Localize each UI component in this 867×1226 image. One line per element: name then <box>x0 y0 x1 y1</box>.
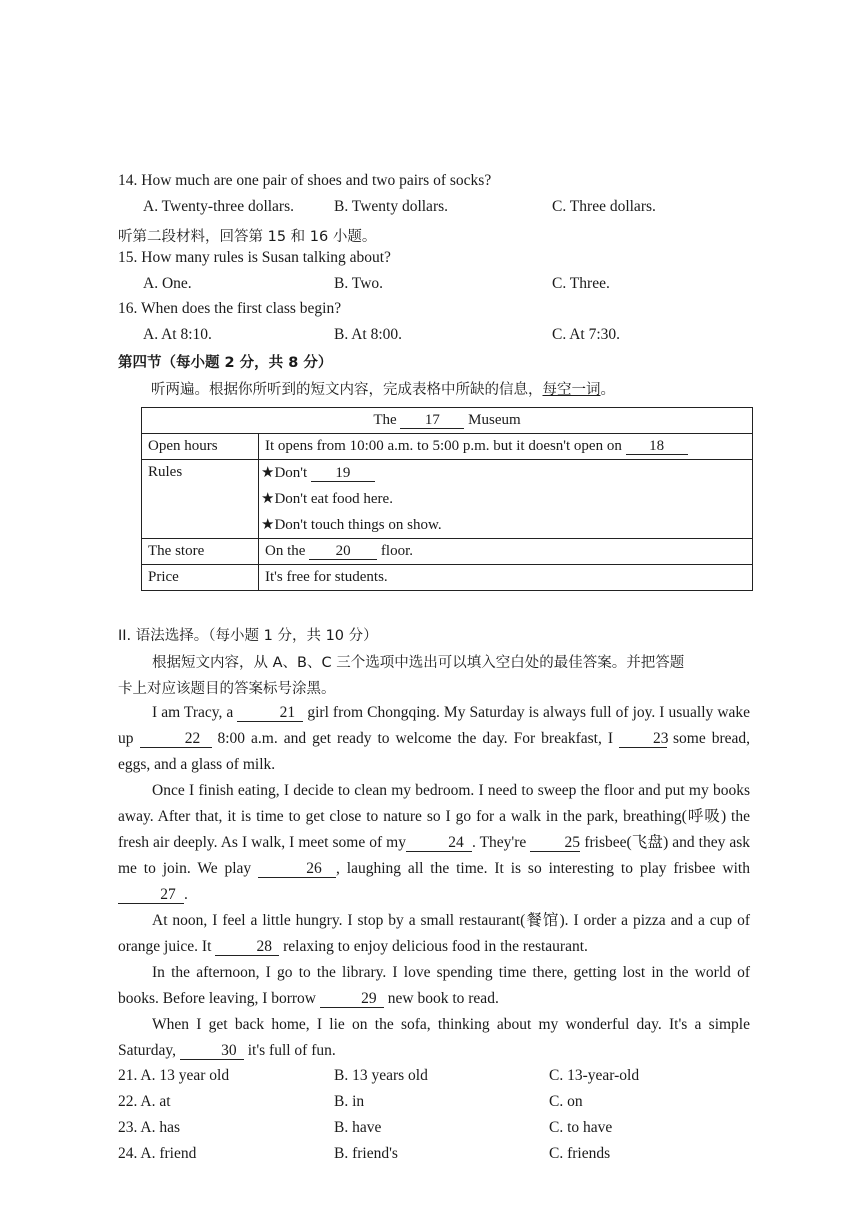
section-4-instruction <box>151 378 615 399</box>
passage-paragraph-1: I am Tracy, a 21 girl from Chongqing. My Saturday is always full of joy. I usually wake up 22 8:00 a.m. and get ready to welcome the day. For breakfast, I 23 some bread, eggs, and a glass of milk. <box>118 704 751 773</box>
table-row-open-hours <box>142 434 753 460</box>
store-label: The store <box>142 539 259 565</box>
price-label: Price <box>142 565 259 591</box>
header-pre: The <box>373 412 397 428</box>
blank-22[interactable]: 22 <box>140 731 212 748</box>
instruction-end: 。 <box>600 382 615 398</box>
store-pre: On the <box>265 543 306 559</box>
store-post: floor. <box>380 543 414 559</box>
rule-1 <box>261 460 746 486</box>
q15-option-c: C. Three. <box>552 275 610 292</box>
museum-info-table <box>141 407 753 591</box>
blank-21[interactable]: 21 <box>237 705 303 722</box>
rules-cell <box>259 460 753 539</box>
table-row-price <box>142 565 753 591</box>
q23-option-a: 23. A. has <box>118 1119 180 1136</box>
open-hours-cell <box>259 434 753 460</box>
open-hours-label: Open hours <box>142 434 259 460</box>
table-row-rules <box>142 460 753 539</box>
rule-1-text: ★Don't <box>261 465 308 481</box>
q24-option-c: C. friends <box>549 1145 611 1162</box>
q16-option-c: C. At 7:30. <box>552 326 621 343</box>
rules-label: Rules <box>142 460 259 539</box>
store-cell <box>259 539 753 565</box>
q22-option-a: 22. A. at <box>118 1093 171 1110</box>
q21-option-b: B. 13 years old <box>334 1067 428 1084</box>
question-16: 16. When does the first class begin? <box>118 300 342 317</box>
q16-option-a: A. At 8:10. <box>143 326 212 343</box>
question-15: 15. How many rules is Susan talking about? <box>118 249 391 266</box>
question-14: 14. How much are one pair of shoes and two pairs of socks? <box>118 172 492 189</box>
blank-27[interactable]: 27 <box>118 887 184 904</box>
price-text: It's free for students. <box>259 565 753 591</box>
blank-19[interactable]: 19 <box>311 465 375 482</box>
q22-option-c: C. on <box>549 1093 583 1110</box>
blank-20[interactable]: 20 <box>309 543 377 560</box>
instruction-text: 听两遍。根据你所听到的短文内容，完成表格中所缺的信息， <box>151 382 543 398</box>
q14-option-b: B. Twenty dollars. <box>334 198 449 215</box>
q23-option-b: B. have <box>334 1119 382 1136</box>
passage-paragraph-3: At noon, I feel a little hungry. I stop by a small restaurant(餐馆). I order a pizza and a cup of orange juice. It 28 relaxing to enjoy delicious food in the restaurant. <box>118 912 750 955</box>
q24-option-b: B. friend's <box>334 1145 398 1162</box>
instruction-emphasis: 每空一词 <box>542 382 601 398</box>
blank-29[interactable]: 29 <box>320 991 384 1008</box>
rule-2: ★Don't eat food here. <box>261 491 393 507</box>
q16-option-b: B. At 8:00. <box>334 326 403 343</box>
table-row-store <box>142 539 753 565</box>
blank-24[interactable]: 24 <box>406 835 472 852</box>
blank-30[interactable]: 30 <box>180 1043 244 1060</box>
table-header-row <box>142 408 753 434</box>
part-2-instruction-line-2: 卡上对应该题目的答案标号涂黑。 <box>118 681 336 697</box>
q21-option-c: C. 13-year-old <box>549 1067 640 1084</box>
passage-paragraph-2: Once I finish eating, I decide to clean my bedroom. I need to sweep the floor and put my books away. After that, it is time to get close to nature so I go for a walk in the park, breathing(呼吸) the fresh air deeply. As I walk, I meet some of my 24 . They're 25 frisbee(飞盘) and they ask me to join. We play 26 , laughing all the time. It is so interesting to play frisbee with 27 . <box>118 782 751 903</box>
passage-paragraph-4: In the afternoon, I go to the library. I love spending time there, getting lost in the world of books. Before leaving, I borrow 29 new book to read. <box>118 964 750 1007</box>
blank-26[interactable]: 26 <box>258 861 336 878</box>
part-2-instruction-line-1: 根据短文内容，从 A、B、C 三个选项中选出可以填入空白处的最佳答案。并把答题 <box>152 655 685 671</box>
q21-option-a: 21. A. 13 year old <box>118 1067 230 1084</box>
q23-option-c: C. to have <box>549 1119 613 1136</box>
q15-option-a: A. One. <box>143 275 192 292</box>
part-2-title: II. 语法选择。（每小题 1 分，共 10 分） <box>118 628 378 644</box>
header-post: Museum <box>468 412 521 428</box>
q22-option-b: B. in <box>334 1093 365 1110</box>
passage-paragraph-5: When I get back home, I lie on the sofa, thinking about my wonderful day. It's a simple Saturday, 30 it's full of fun. <box>118 1016 750 1059</box>
section-4-title: 第四节（每小题 2 分，共 8 分） <box>118 355 333 371</box>
q14-option-c: C. Three dollars. <box>552 198 656 215</box>
blank-25[interactable]: 25 <box>530 835 580 852</box>
blank-23[interactable]: 23 <box>619 731 667 748</box>
instruction-part2: 听第二段材料，回答第 15 和 16 小题。 <box>118 229 377 245</box>
blank-18[interactable]: 18 <box>626 438 688 455</box>
q24-option-a: 24. A. friend <box>118 1145 197 1162</box>
blank-28[interactable]: 28 <box>215 939 279 956</box>
open-hours-text: It opens from 10:00 a.m. to 5:00 p.m. but it doesn't open on <box>265 438 622 454</box>
q14-option-a: A. Twenty-three dollars. <box>143 198 295 215</box>
table-header-cell <box>142 408 753 434</box>
blank-17[interactable]: 17 <box>400 412 464 429</box>
q15-option-b: B. Two. <box>334 275 384 292</box>
rule-3: ★Don't touch things on show. <box>261 517 442 533</box>
